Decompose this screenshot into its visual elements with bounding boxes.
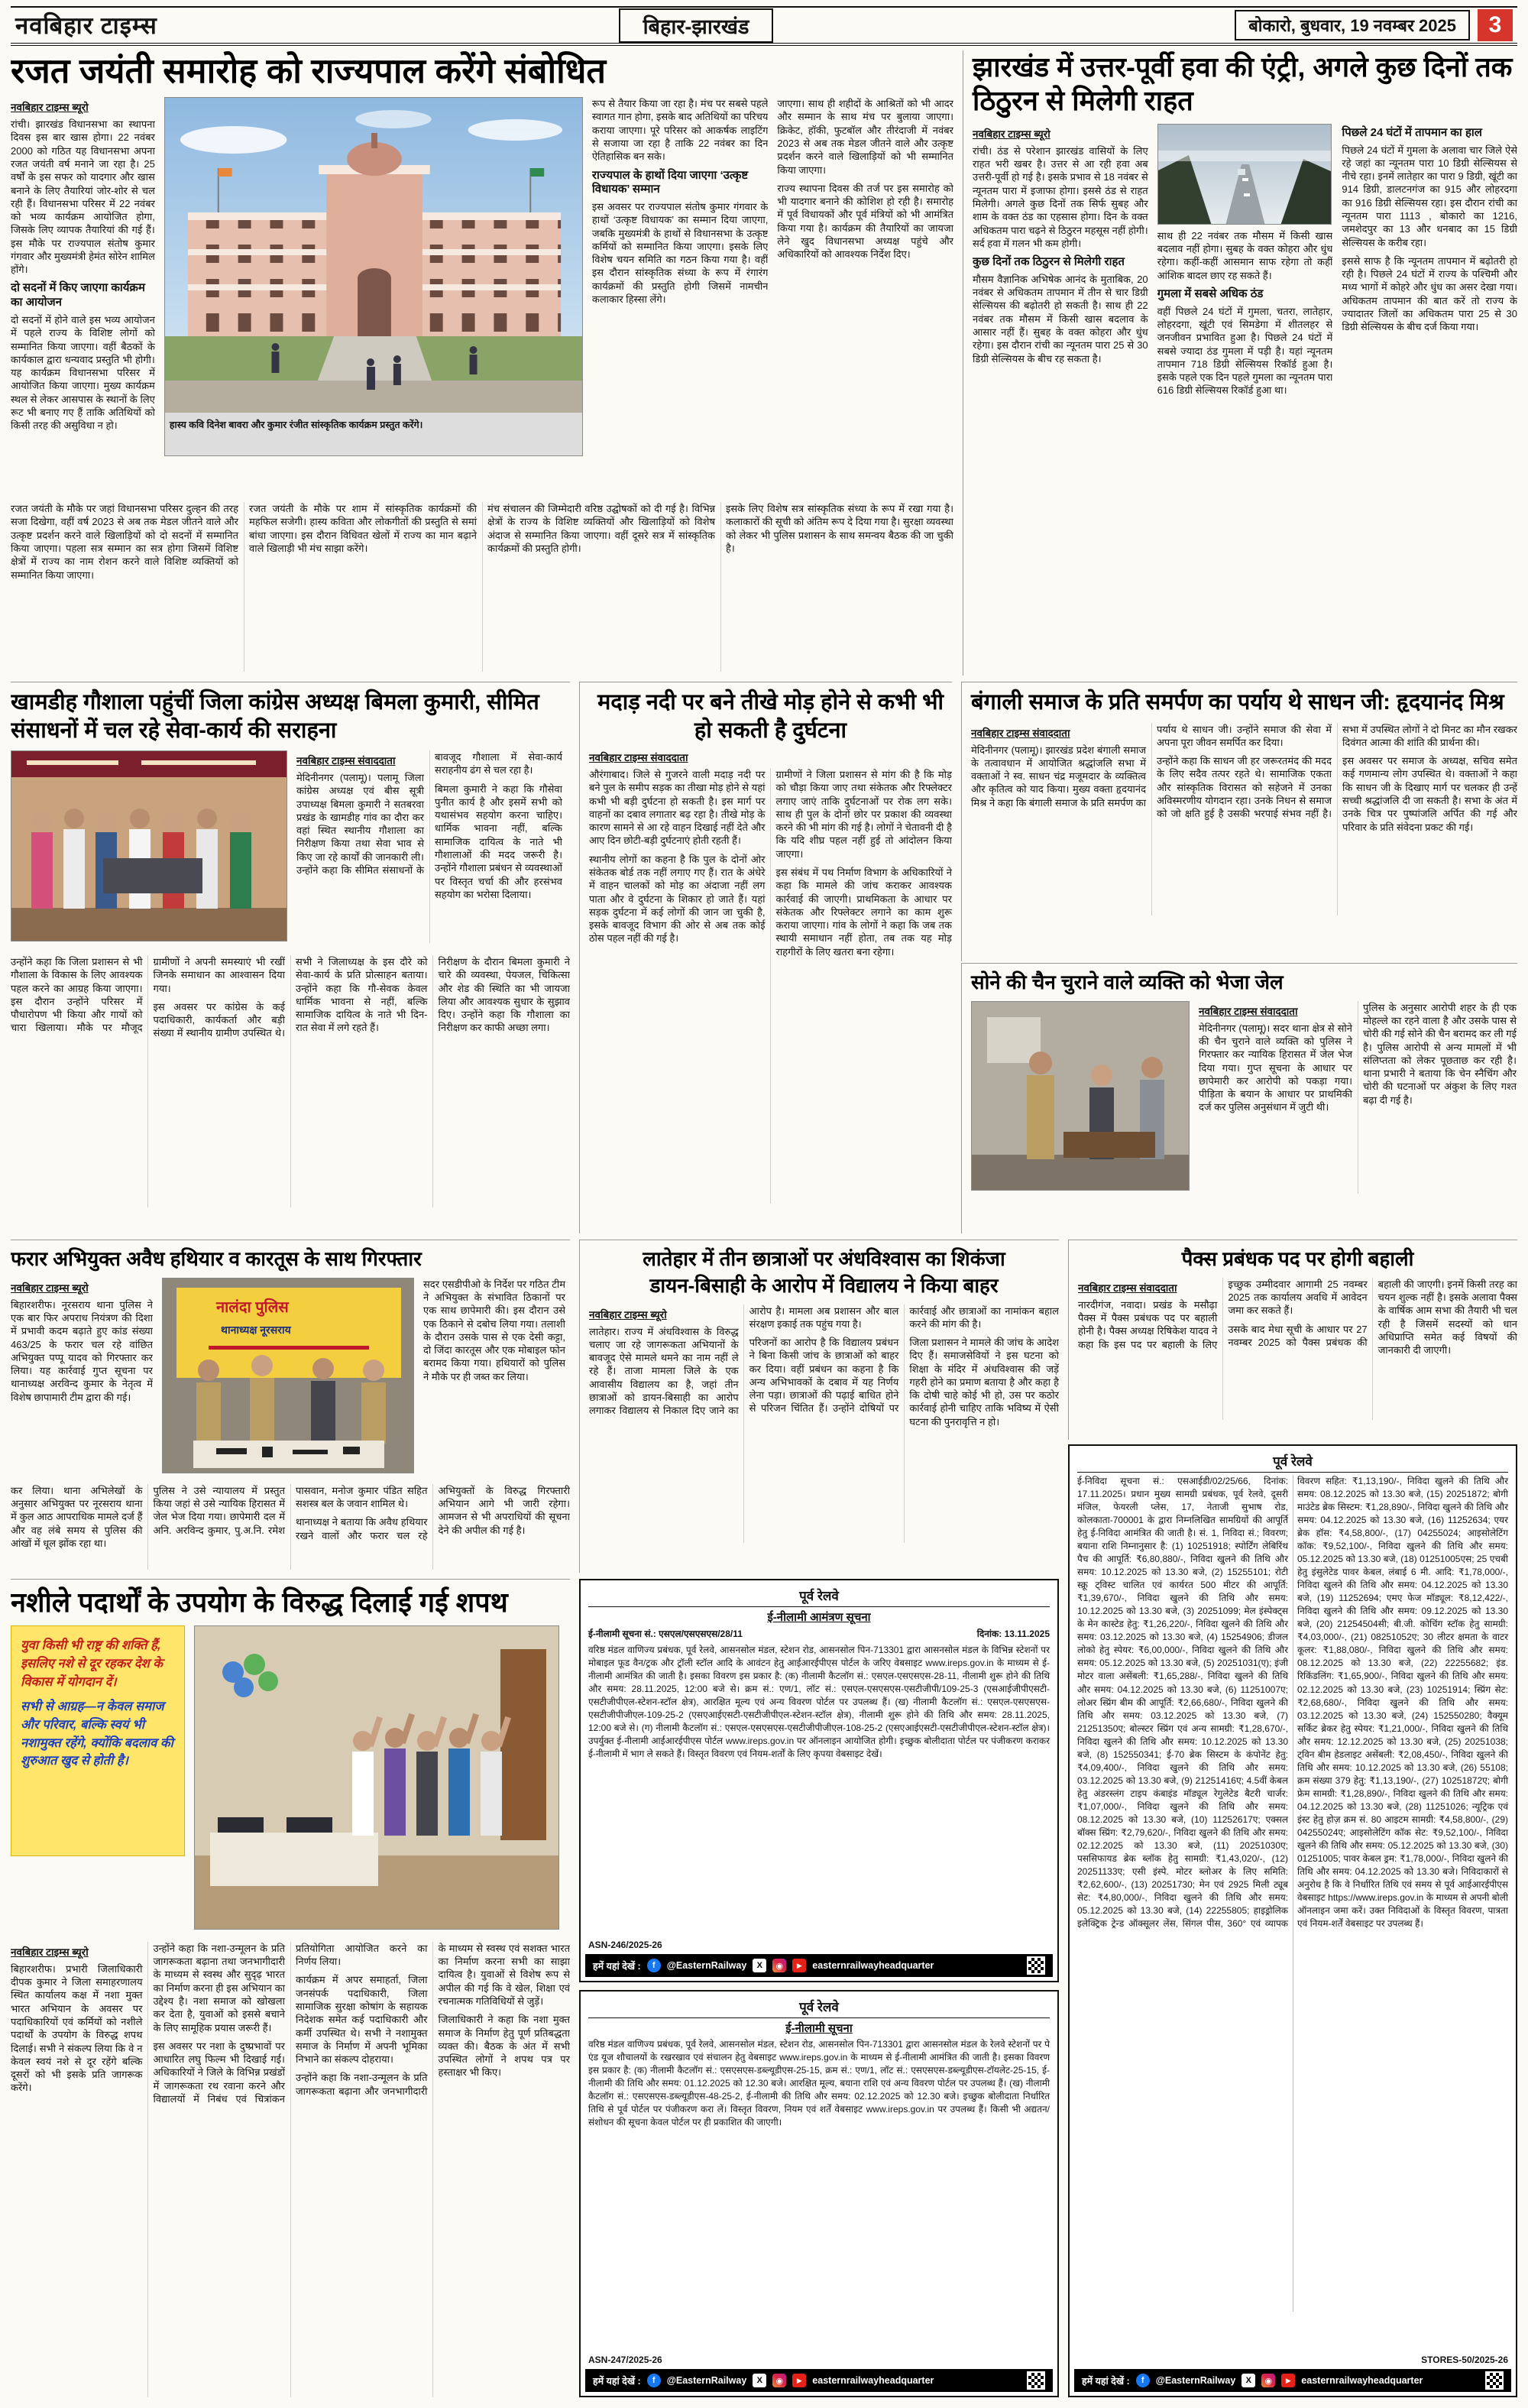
headline: झारखंड में उत्तर-पूर्वी हवा की एंट्री, अगले कुछ दिनों तक ठिठुरन से मिलेगी राहत: [973, 51, 1513, 116]
railway-social-footer: [1074, 2369, 1511, 2392]
paragraph: स्थानीय लोगों का कहना है कि पुल के दोनों ओर संकेतक बोर्ड तक नहीं लगाए गए हैं। रात के अंधेरे में वाहन चालकों को मोड़ का अंदाजा नहीं लग पाता और वे दुर्घटना के शिकार हो जाते हैं। यहां सड़क दुर्घटना में कई लोगों की जान जा चुकी है, इसके बावजूद विभाग की ओर से अब तक कोई ठोस पहल नहीं की गई है।: [589, 853, 766, 945]
notice-title: ई-नीलामी सूचना: [785, 2022, 853, 2035]
paragraph: रजत जयंती के मौके पर शाम में सांस्कृतिक कार्यक्रमों की महफिल सजेगी। हास्य कविता और लोकगीतों की प्रस्तुति से समां बांधा जाएगा। इस दौरान विधिवत खेलों में राज्य का मान बढ़ाने वाले खिलाड़ी भी मंच साझा करेंगे।: [249, 503, 477, 554]
paragraph: रूप से तैयार किया जा रहा है। मंच पर सबसे पहले स्वागत गान होगा, इसके बाद अतिथियों का परिचय कराया जाएगा। पूरे परिसर को आकर्षक लाइटिंग से सजाया जा रहा है ताकि 22 नवंबर का दिन ऐतिहासिक बन सके।: [591, 98, 769, 163]
paragraph: मेदिनीनगर (पलामू)। झारखंड प्रदेश बंगाली समाज के तत्वावधान में आयोजित श्रद्धांजलि सभा में वक्ताओं ने स्व. साधन चंद्र मजूमदार के व्यक्तित्व और कृतित्व को याद किया। मुख्य वक्ता हृदयानंद मिश्र ने कहा कि बंगाली समाज के प्रति समर्पण का पर्याय थे साधन जी। उन्होंने समाज की सेवा में अपना पूरा जीवन समर्पित कर दिया।: [971, 723, 1332, 809]
headline: सोने की चैन चुराने वाले व्यक्ति को भेजा जेल: [971, 971, 1284, 993]
paragraph: साथ ही 22 नवंबर तक मौसम में किसी खास बदलाव नहीं होगा। सुबह के वक्त कोहरा और धुंध रहेगा। कहीं-कहीं आसमान साफ रहेगा तो कहीं आंशिक बादल छाए रह सकते हैं।: [1157, 229, 1333, 281]
photo-congress-visit: [11, 750, 287, 941]
x-icon: X: [753, 2374, 766, 2387]
quote-blue: सभी से आग्रह—न केवल समाज और परिवार, बल्कि स्वयं भी नशामुक्त रहेंगे, क्योंकि बदलाव की शुरुआत खुद से होती है।: [21, 1699, 173, 1768]
paragraph: परिजनों का आरोप है कि विद्यालय प्रबंधन ने बिना किसी जांच के छात्राओं को बाहर कर दिया। वहीं प्रबंधन का कहना है कि अन्य अभिभावकों के दबाव में यह निर्णय लेना पड़ा। छात्राओं की पढ़ाई बाधित होने से परिजन चिंतित हैं। उन्होंने दोषियों पर कार्रवाई और छात्राओं का नामांकन बहाल करने की मांग की है।: [749, 1304, 1059, 1415]
paragraph: उन्होंने कहा कि नशा-उन्मूलन के प्रति जागरूकता बढ़ाना तथा जनभागीदारी के माध्यम से स्वस्थ और सुदृढ़ भारत का निर्माण करना ही इस अभियान का उद्देश्य है। नशा समाज को खोखला कर देता है, युवाओं को इससे बचाने के लिए सामूहिक प्रयास जरूरी हैं।: [153, 1942, 285, 2034]
paragraph: लातेहार। राज्य में अंधविश्वास के विरुद्ध चलाए जा रहे जागरूकता अभियानों के बावजूद ऐसे मामले थमने का नाम नहीं ले रहे हैं। ताजा मामला जिले के एक आवासीय विद्यालय का है, जहां तीन छात्राओं को डायन-बिसाही का आरोप लगाकर विद्यालय से निकाल दिए जाने का आरोप है। मामला अब प्रशासन और बाल संरक्षण इकाई तक पहुंच गया है।: [589, 1304, 899, 1417]
paragraph: रांची। झारखंड विधानसभा का स्थापना दिवस इस बार खास होगा। 22 नवंबर 2000 को गठित यह विधानसभा अपना रजत जयंती वर्ष मनाने जा रहा है। 25 वर्षों के इस सफर को यादगार और खास बनाने के लिए तैयारियां जोर-शोर से चल रही हैं। विधानसभा परिसर में 22 नवंबर को भव्य कार्यक्रम आयोजित होगा, जिसके लिए व्यापक तैयारियां की गई हैं। इस मौके पर राज्यपाल संतोष कुमार गंगवार और मुख्यमंत्री हेमंत सोरेन शामिल होंगे।: [11, 118, 155, 276]
photo-vidhan-sabha: [164, 97, 583, 456]
notice-body: वरिष्ठ मंडल वाणिज्य प्रबंधक, पूर्व रेलवे, आसनसोल मंडल, स्टेशन रोड, आसनसोल पिन-713301 द्वारा आसनसोल मंडल के विभिन्न स्टेशनों पर मोबाइल फूड वैन/ट्रक और ट्रॉली स्टॉल आदि के आवंटन हेतु आईआरईपीएस पोर्टल के जरिए वेबसाइट www.ireps.gov.in के माध्यम से ई-नीलामी आमंत्रित की जाती है। इसका विवरण इस प्रकार है: (क) नीलामी कैटलॉग सं.: एसएल-एसएसएस-28-11, नीलामी शुरू होने की तिथि और समय: 28.11.2025, 12:00 बजे से। क्रम सं.: एण/1, लॉट सं.: एसएल-एसएसएस-एसटीजीपी/109-25-3 (एसआईजीपीएसटी-एसटीजीपीएल-स्टेशन-स्टॉल क्षेत्र), आरक्षित मूल्य एवं अन्य विवरण पोर्टल पर उपलब्ध हैं। (ख) नीलामी कैटलॉग सं.: एसएल-एसएसएस-एसटीजीपीजीएल-109-25-2 (एसएआईएसटी-एसटीजीपीएल-स्टेशन-स्टॉल क्षेत्र), नीलामी शुरू होने की तिथि और समय: 28.11.2025, 12:00 बजे से। (ग) नीलामी कैटलॉग सं.: एसएल-एसएसएस-एसटीजीपीजीएल-108-25-2 (एसएआईएसटी-एसटीजीपीएल-स्टेशन-स्टॉल क्षेत्र)। उपर्युक्त ई-नीलामी आईआरईपीएस पोर्टल www.ireps.gov.in पर ऑनलाइन आयोजित होगी। इच्छुक बोलीदाता पोर्टल पर पंजीकरण कराकर ई-नीलामी में भाग ले सकते हैं। विस्तृत विवरण एवं नियम-शर्तों के लिए कृपया वेबसाइट देखें।: [588, 1645, 1050, 1760]
article-pacs: [1068, 1240, 1517, 1440]
paragraph: नारदीगंज, नवादा। प्रखंड के मसौढ़ा पैक्स में पैक्स प्रबंधक पद पर बहाली होनी है। पैक्स अध्यक्ष रिषिकेश यादव ने कहा कि इस पद पर बहाली के लिए इच्छुक उम्मीदवार आगामी 25 नवम्बर 2025 तक कार्यालय अवधि में आवेदन जमा कर सकते हैं।: [1078, 1278, 1368, 1350]
svg-text:थानाध्यक्ष नूरसराय: थानाध्यक्ष नूरसराय: [221, 1323, 291, 1336]
headline: नशीले पदार्थों के उपयोग के विरुद्ध दिलाई गई शपथ: [11, 1586, 508, 1618]
paragraph: ग्रामीणों ने जिला प्रशासन से मांग की है कि मोड़ को चौड़ा किया जाए तथा संकेतक और रिफ्लेक्टर लगाए जाएं ताकि दुर्घटनाओं पर रोक लग सके। साथ ही पुल के दोनों छोर पर प्रकाश की व्यवस्था करने की भी मांग की गई है। लोगों ने चेतावनी दी है कि यदि शीघ्र पहल नहीं हुई तो आंदोलन किया जाएगा।: [775, 769, 952, 860]
subheading: पिछले 24 घंटों में तापमान का हाल: [1342, 125, 1482, 139]
subheading: कुछ दिनों तक ठिठुरन से मिलेगी राहत: [973, 255, 1125, 269]
paragraph: जिला प्रशासन ने मामले की जांच के आदेश दिए हैं। समाजसेवियों ने इस घटना को शिक्षा के मंदिर में अंधविश्वास की जड़ें गहरी होने का प्रमाण बताया है और कहा है कि दोषी चाहे कोई भी हो, उस पर कठोर कार्रवाई होनी चाहिए ताकि भविष्य में ऐसी घटना की पुनरावृत्ति न हो।: [909, 1337, 1059, 1428]
edition-dateline: बोकारो, बुधवार, 19 नवम्बर 2025: [1235, 10, 1470, 41]
byline: नवबिहार टाइम्स ब्यूरो: [589, 1308, 667, 1321]
headline: रजत जयंती समारोह को राज्यपाल करेंगे संबोधित: [11, 51, 607, 90]
tender-body: ई-निविदा सूचना सं.: एसआईडी/02/25/66, दिनांक: 17.11.2025। प्रधान मुख्य सामग्री प्रबंधक, पूर्व रेलवे, दूसरी मंजिल, फेयरली प्लेस, 17, नेताजी सुभाष रोड, कोलकाता-700001 के द्वारा निम्नलिखित सामग्रियों की आपूर्ति हेतु ई-निविदा आमंत्रित की जाती है। सं. 1, निविदा सं.; विवरण; बयाना राशि निम्नानुसार है: (1) 10251918; स्पोर्टिंग लेबिरिंथ पैच की आपूर्ति: ₹6,80,880/-, निविदा खुलने की तिथि और समय: 10.12.2025 को 13.30 बजे, (2) 15255101; रोटी स्क्रू ट्विस्ट चालित एवं कार्यरत 500 मीटर की आपूर्ति: ₹1,39,670/-, निविदा खुलने की तिथि और समय: 10.12.2025 को 13.30 बजे, (3) 20251099; मेल इंस्पेक्ट्स के मेन कास्टेड हेतु: ₹1,26,220/-, निविदा खुलने की तिथि और समय: 03.12.2025 को 13.30 बजे, (4) 15254906; डीजल लोको हेतु स्पेयर: ₹6,00,000/-, निविदा खुलने की तिथि और समय: 05.12.2025 को 13.30 बजे, (5) 20251031(ए); इंजी मोटर वाला असेंबली: ₹1,65,288/-, निविदा खुलने की तिथि और समय: 04.12.2025 को 13.30 बजे, (6) 11251007ए; लोअर स्प्रिंग बीम की आपूर्ति: ₹2,66,680/-, निविदा खुलने की तिथि और समय: 03.12.2025 को 13.30 बजे, (7) 21251350ए; बोल्स्टर स्प्रिंग एवं अन्य सामग्री: ₹1,28,670/-, निविदा खुलने की तिथि और समय: 10.12.2025 को 13.30 बजे, (8) 152550341; ई-70 ब्रेक सिस्टम के कंपोनेंट हेतु: ₹4,09,400/-, निविदा खुलने की तिथि और समय: 03.12.2025 को 13.30 बजे, (9) 21251416ए; 4.5वीं केबल हेतु अंडरस्लंग टाइप कंबाइंड मॉड्यूल रेगुलेटेड बैटरी चार्जर: ₹1,07,000/-, निविदा खुलने की तिथि और समय: 08.12.2025 को 13.30 बजे, (10) 11252617ए; एक्सल बॉक्स स्प्रिंग: ₹2,79,620/-, निविदा खुलने की तिथि और समय: 02.12.2025 को 13.30 बजे, (11) 20251030ए; पससिफायड ब्रेक ब्लॉक हेतु सामग्री: ₹1,43,020/-, (12) 20251133ए; एसी इंस्पे. मोटर ब्लोअर के लिए समिति: ₹2,62,600/-, (13) 20251730; मेन एवं 2925 मिली ट्यूब सेट: ₹4,80,000/-, निविदा खुलने की तिथि और समय: 05.12.2025 को 13.30 बजे, (14) 22255805; हाइड्रोलिक इलेक्ट्रिक ट्रेन्ड ऑक्सूलर लेंस, सिंगल पीस, 360° एवं व्यापक विवरण सहित: ₹1,13,190/-, निविदा खुलने की तिथि और समय: 08.12.2025 को 13.30 बजे, (15) 20251872; बोगी माउंटेड ब्रेक सिस्टम: ₹1,28,890/-, निविदा खुलने की तिथि और समय: 04.12.2025 को 13.30 बजे, (16) 11252634; एयर ब्रेक हॉस: ₹4,58,800/-, (17) 04255024; आइसोलेटिंग कॉक: ₹9,52,100/-, निविदा खुलने की तिथि और समय: 05.12.2025 को 13.30 बजे, (18) 01251005एस; 25 एचबी हेतु इंसुलेटेड पावर केबल, लंबाई 6 मी. आदि: ₹1,78,000/-, निविदा खुलने की तिथि और समय: 04.12.2025 को 13.30 बजे, (19) 11252694; एमए फेज मॉड्यूल: ₹8,12,422/-, निविदा खुलने की तिथि और समय: 09.12.2025 को 13.30 बजे, (20) 21254504सी; बी.जी. कोचिंग स्टॉक हेतु सामग्री: ₹4,03,000/-, (21) 08251052ए; 30 लीटर क्षमता के वाटर कूलर: ₹1,88,080/-, निविदा खुलने की तिथि और समय: 08.12.2025 को 13.30 बजे, (22) 22255682; इंड. रिकिंडलिंग: ₹1,65,900/-, निविदा खुलने की तिथि और समय: 02.12.2025 को 13.30 बजे, (23) 10251914; स्प्रिंग सेट: ₹2,68,680/-, निविदा खुलने की तिथि और समय: 03.12.2025 को 13.30 बजे, (24) 152550280; वैक्यूम सर्किट ब्रेकर हेतु स्पेयर: ₹1,21,000/-, निविदा खुलने की तिथि और समय: 12.12.2025 को 13.30 बजे, (25) 20251038; ट्विन बीम हेडलाइट असेंबली: ₹2,08,450/-, निविदा खुलने की तिथि और समय: 10.12.2025 को 13.30 बजे, (26) 55108; क्रम संख्या 379 हेतु: ₹1,13,190/-, (27) 10251872ए; बोगी फ्रेम सामग्री: ₹1,28,890/-, निविदा खुलने की तिथि और समय: 04.12.2025 को 13.30 बजे, (28) 11251026; न्यूट्रिक एवं इंस्ट हेतु होज़ क्रम सं. 80 आइटम सामग्री: ₹4,58,800/-, (29) 04255024ए; आइसोलेटिंग कॉक सेट: ₹9,52,100/-, निविदा खुलने की तिथि और समय: 05.12.2025 को 13.30 बजे, (30) 01251005; पावर केबल ड्रम: ₹1,78,000/-, निविदा खुलने की तिथि और समय: 04.12.2025 को 13.30 बजे। निविदाकारों से अनुरोध है कि वे निर्धारित तिथि एवं समय से पूर्व आईआरईपीएस वेबसाइट https://www.ireps.gov.in के माध्यम से अपनी बोली ऑनलाइन जमा करें। उक्त निविदाओं के विस्तृत विवरण, पात्रता एवं नियम-शर्तें वेबसाइट पर उपलब्ध हैं।: [1077, 1476, 1508, 1930]
byline: नवबिहार टाइम्स ब्यूरो: [11, 1946, 89, 1958]
railway-org: पूर्व रेलवे: [588, 1586, 1050, 1607]
instagram-handle: easternrailwayheadquarter: [812, 2375, 934, 2386]
youtube-icon: ▶: [792, 1959, 806, 1972]
photo-seized-weapons: [162, 1278, 414, 1473]
byline: नवबिहार टाइम्स संवाददाता: [296, 755, 396, 767]
headline: बंगाली समाज के प्रति समर्पण का पर्याय थे साधन जी: हृदयानंद मिश्र: [971, 690, 1504, 715]
paragraph: औरंगाबाद। जिले से गुजरने वाली मदाड़ नदी पर बने पुल के समीप सड़क का तीखा मोड़ होने से यहां कभी भी बड़ी दुर्घटना हो सकती है। इस मार्ग पर वाहनों का दबाव लगातार बढ़ रहा है। तीखे मोड़ के कारण सामने से आ रहे वाहन दिखाई नहीं देते और आए दिन छोटी-बड़ी दुर्घटनाएं होती रहती हैं।: [589, 769, 766, 847]
paragraph: उन्होंने कहा कि साधन जी हर जरूरतमंद की मदद के लिए सदैव तत्पर रहते थे। सामाजिक एकता और सांस्कृतिक विरासत को सहेजने में उनका अविस्मरणीय योगदान रहा। उनके निधन से समाज को जो क्षति हुई है उसकी भरपाई संभव नहीं है। सभा में उपस्थित लोगों ने दो मिनट का मौन रखकर दिवंगत आत्मा की शांति की प्रार्थना की।: [1157, 723, 1517, 820]
railway-social-footer: [585, 1954, 1053, 1977]
article-body: [1078, 1278, 1517, 1420]
railway-auction-notice-1: [579, 1579, 1059, 1982]
article-jubilee: [11, 50, 953, 676]
railway-social-footer: [585, 2369, 1053, 2392]
paragraph: उन्होंने कहा कि नशा-उन्मूलन के प्रति जागरूकता बढ़ाना और जनभागीदारी के माध्यम से स्वस्थ एवं सशक्त भारत का निर्माण करना सभी का साझा दायित्व है। युवाओं से विशेष रूप से अपील की गई कि वे खेल, शिक्षा एवं रचनात्मक गतिविधियों से जुड़ें।: [296, 1942, 570, 2097]
twitter-handle: @EasternRailway: [666, 1960, 747, 1971]
paragraph: निरीक्षण के दौरान बिमला कुमारी ने चारे की व्यवस्था, पेयजल, चिकित्सा और शेड की स्थिति का भी जायजा लिया और आवश्यक सुधार के सुझाव दिए। उन्होंने कहा कि गौशाला का निरीक्षण कर काफी अच्छा लगा।: [438, 956, 570, 1034]
pull-quote-box: [11, 1625, 185, 1856]
photo-oath-ceremony: [194, 1625, 559, 1930]
kicker: लातेहार में तीन छात्राओं पर अंधविश्वास का शिकंजा: [643, 1247, 1005, 1270]
instagram-icon: ◉: [1261, 2374, 1275, 2387]
paragraph: इस संबंध में पथ निर्माण विभाग के अधिकारियों ने कहा कि मामले की जांच कराकर आवश्यक कार्रवाई की जाएगी। प्राथमिकता के आधार पर संकेतक और रिफ्लेक्टर लगाने का काम शुरू कराया जाएगा। गांव के लोगों ने कहा कि जब तक स्थायी समाधान नहीं होता, तब तक यह मोड़ राहगीरों के लिए खतरा बना रहेगा।: [775, 867, 952, 958]
article-madar-river: [579, 682, 952, 1233]
page-number: 3: [1478, 9, 1513, 41]
twitter-handle: @EasternRailway: [666, 2375, 747, 2386]
paragraph: इस अवसर पर कांग्रेस के कई पदाधिकारी, कार्यकर्ता और बड़ी संख्या में स्थानीय ग्रामीण उपस्थित थे। सभी ने जिलाध्यक्ष के इस दौरे को सेवा-कार्य के प्रति प्रोत्साहन बताया। उन्होंने कहा कि गौ-सेवक केवल धार्मिक भावना से नहीं, बल्कि सामाजिक दायित्व के नाते भी दिन-रात सेवा में लगे रहते हैं।: [153, 956, 428, 1039]
railway-tender-notice: [1068, 1444, 1517, 2397]
paper-name: नवबिहार टाइम्स: [15, 12, 157, 39]
paragraph: रजत जयंती के मौके पर जहां विधानसभा परिसर दुल्हन की तरह सजा दिखेगा, वहीं वर्ष 2023 से अब तक मेडल जीतने वाले और उत्कृष्ट प्रदर्शन करने वाले खिलाड़ियों को दो सदनों में सम्मानित किया जाएगा। पहला सत्र सम्मान का सत्र होगा जिसमें विशिष्ट क्षेत्रों में राज्य का नाम रोशन करने वाले विशिष्ट व्यक्तियों को सम्मानित किया जाएगा।: [11, 503, 238, 581]
x-icon: X: [1242, 2374, 1255, 2387]
article-bengali-samaj: [961, 682, 1517, 961]
subheading: दो सदनों में किए जाएगा कार्यक्रम का आयोजन: [11, 281, 145, 310]
x-icon: X: [753, 1959, 766, 1972]
footer-label: हमें यहां देखें :: [1082, 2375, 1130, 2387]
paragraph: रांची। ठंड से परेशान झारखंड वासियों के लिए राहत भरी खबर है। उत्तर से आ रही हवा अब उत्तरी-पूर्वी हो गई है। इसके प्रभाव से 18 नवंबर से न्यूनतम पारा में इजाफा होगा। इससे ठंड से राहत मिलेगी। अगले कुछ दिनों तक सिर्फ सुबह और शाम के वक्त ठंड का एहसास होगा। दिन के वक्त अधिकतम पारा चढ़ने से ठिठुरन महसूस नहीं होगी। सर्द हवा में गलन भी कम होगी।: [973, 144, 1148, 249]
paragraph: जिलाधिकारी ने कहा कि नशा मुक्त समाज के निर्माण हेतु पूर्ण प्रतिबद्धता व्यक्त की। बैठक के अंत में सभी उपस्थित लोगों ने शपथ पत्र पर हस्ताक्षर भी किए।: [438, 2014, 570, 2079]
byline: नवबिहार टाइम्स ब्यूरो: [11, 102, 89, 114]
paragraph: राज्य स्थापना दिवस की तर्ज पर इस समारोह को भी यादगार बनाने की कोशिश हो रही है। समारोह में पूर्व विधायकों और पूर्व मंत्रियों को भी आमंत्रित किया गया है। कार्यक्रम की तैयारियों का जायजा लेने खुद विधानसभा अध्यक्ष पहुंचे और अधिकारियों को आवश्यक निर्देश दिए।: [777, 182, 953, 261]
paragraph: इससे साफ है कि न्यूनतम तापमान में बढ़ोतरी हो रही है। पिछले 24 घंटों में राज्य के पश्चिमी और मध्य भागों में कोहरे और धुंध का असर देखा गया। अधिकतम तापमान की बात करें तो राज्य के ज्यादातर जिलों का अधिकतम पारा 25 से 30 डिग्री सेल्सियस के बीच दर्ज किया गया।: [1342, 254, 1517, 333]
article-gaushala: [11, 682, 570, 1233]
article-body: [589, 1304, 1059, 1543]
article-weapons-arrest: [11, 1240, 570, 1573]
notice-title: ई-नीलामी आमंत्रण सूचना: [767, 1611, 871, 1624]
youtube-icon: ▶: [792, 2374, 806, 2387]
headline: फरार अभियुक्त अवैध हथियार व कारतूस के साथ गिरफ्तार: [11, 1247, 422, 1270]
notice-date: दिनांक: 13.11.2025: [976, 1629, 1050, 1639]
paragraph: मेदिनीनगर (पलामू)। पलामू जिला कांग्रेस अध्यक्ष एवं बीस सूत्री उपाध्यक्ष बिमला कुमारी ने सतबरवा प्रखंड के खामडीह गांव का दौरा कर वहां स्थित स्थानीय गौशाला का निरीक्षण किया तथा सेवा भाव से किए जा रहे कार्यों की जानकारी ली। उन्होंने कहा कि सीमित संसाधनों के बावजूद गौशाला में सेवा-कार्य सराहनीय ढंग से चल रहा है।: [296, 751, 562, 877]
qr-code: [1485, 2371, 1504, 2390]
photo-caption: हास्य कवि दिनेश बावरा और कुमार रंजीत सांस्कृतिक कार्यक्रम प्रस्तुत करेंगे।: [169, 420, 423, 431]
paragraph: बिहारशरीफ। प्रभारी जिलाधिकारी दीपक कुमार ने जिला समाहरणालय स्थित कार्यालय कक्ष में नशा मुक्त भारत अभियान के अवसर पर पदाधिकारियों एवं कर्मियों को नशीले पदार्थों के उपयोग के विरुद्ध शपथ दिलाई। सभी ने संकल्प लिया कि वे न केवल स्वयं नशे से दूर रहेंगे बल्कि दूसरों को भी इसके प्रति जागरूक करेंगे।: [11, 1962, 143, 2094]
paragraph: कर लिया। थाना अभिलेखों के अनुसार अभियुक्त पर नूरसराय थाना में कुल आठ आपराधिक मामले दर्ज हैं और वह लंबे समय से पुलिस की आंखों में धूल झोंक रहा था।: [11, 1484, 143, 1549]
article-weather: [963, 50, 1517, 676]
headline: खामडीह गौशाला पहुंचीं जिला कांग्रेस अध्यक्ष बिमला कुमारी, सीमित संसाधनों में चल रहे सेवा-कार्य की सराहना: [11, 690, 539, 743]
article-continuation: [11, 955, 570, 1207]
paragraph: इस अवसर पर नशा के दुष्प्रभावों पर आधारित लघु फिल्म भी दिखाई गई। अधिकारियों ने जिले के विभिन्न प्रखंडों में जागरूकता रथ रवाना करने और विद्यालयों में निबंध एवं चित्रांकन प्रतियोगिता आयोजित करने का निर्णय लिया।: [153, 1942, 428, 2105]
twitter-handle: @EasternRailway: [1155, 2375, 1236, 2386]
railway-org: पूर्व रेलवे: [1077, 1452, 1508, 1473]
article-body: [971, 723, 1517, 916]
paragraph: वहीं पिछले 24 घंटों में गुमला, चतरा, लातेहार, लोहरदगा, खूंटी एवं सिमडेगा में शीतलहर से जनजीवन प्रभावित हुआ है। पिछले 24 घंटों में सबसे ज्यादा ठंड गुमला में पड़ी है। यहां न्यूनतम तापमान 718 डिग्री सेल्सियस रिकॉर्ड हुआ है। इसके पहले एक दिन पहले गुमला का न्यूनतम पारा 616 डिग्री सेल्सियस रिकॉर्ड हुआ था।: [1157, 305, 1333, 397]
paragraph: मौसम वैज्ञानिक अभिषेक आनंद के मुताबिक, 20 नवंबर से अधिकतम तापमान में तीन से चार डिग्री सेल्सियस की बढ़ोतरी हो सकती है। साथ ही 22 नवंबर तक मौसम में किसी खास बदलाव के आसार नहीं हैं। सुबह के वक्त कोहरा और धुंध रहेगा। इस दौरान रांची का न्यूनतम पारा 25 से 30 डिग्री सेल्सियस के बीच रह सकता है।: [973, 273, 1148, 365]
tender-ref: STORES-50/2025-26: [1421, 2355, 1508, 2365]
paragraph: बिमला कुमारी ने कहा कि गौसेवा पुनीत कार्य है और इसमें सभी को यथासंभव सहयोग करना चाहिए। धार्मिक भावना नहीं, बल्कि सामाजिक दायित्व के नाते भी गौशालाओं की मदद जरूरी है। उन्होंने गौशाला प्रबंधन से व्यवस्थाओं पर विस्तृत चर्चा की और हरसंभव सहयोग का भरोसा दिलाया।: [435, 783, 562, 900]
byline: नवबिहार टाइम्स संवाददाता: [971, 727, 1070, 739]
paragraph: पुलिस ने उसे न्यायालय में प्रस्तुत किया जहां से उसे न्यायिक हिरासत में जेल भेज दिया गया। छापेमारी दल में अनि. अरविन्द कुमार, पु.अ.नि. रमेश पासवान, मनोज कुमार पंडित सहित सशस्त्र बल के जवान शामिल थे।: [153, 1484, 428, 1536]
article-continuation: [11, 1484, 570, 1570]
paragraph: उन्होंने कहा कि जिला प्रशासन से भी गौशाला के विकास के लिए आवश्यक पहल करने का आग्रह किया जाएगा। इस दौरान उन्होंने परिसर में पौधारोपण भी किया और गायों को चारा खिलाया। मौके पर मौजूद ग्रामीणों ने अपनी समस्याएं भी रखीं जिनके समाधान का आश्वासन दिया गया।: [11, 956, 285, 1034]
facebook-icon: f: [1136, 2374, 1150, 2387]
paragraph: इस अवसर पर समाज के अध्यक्ष, सचिव समेत कई गणमान्य लोग उपस्थित थे। वक्ताओं ने कहा कि साधन जी के दिखाए मार्ग पर चलकर ही उन्हें सच्ची श्रद्धांजलि दी जा सकती है। सभा के अंत में उनके चित्र पर पुष्पांजलि अर्पित की गई और परिवार के प्रति संवेदना प्रकट की गई।: [1342, 755, 1517, 833]
headline: पैक्स प्रबंधक पद पर होगी बहाली: [1181, 1247, 1414, 1270]
youtube-icon: ▶: [1281, 2374, 1295, 2387]
instagram-handle: easternrailwayheadquarter: [1301, 2375, 1423, 2386]
paragraph: इस अवसर पर राज्यपाल संतोष कुमार गंगवार के हाथों ‘उत्कृष्ट विधायक’ का सम्मान दिया जाएगा, जबकि मुख्यमंत्री के हाथों से विधानसभा के उत्कृष्ट कर्मियों को सम्मानित किया जाएगा। इसके लिए विशेष चयन समिति का गठन किया गया है। वहीं इस दौरान सांस्कृतिक संध्या के रूप में रंगारंग कार्यक्रमों की प्रस्तुति होगी जिसमें नामचीन कलाकार हिस्सा लेंगे।: [591, 201, 769, 305]
byline: नवबिहार टाइम्स संवाददाता: [1199, 1005, 1298, 1017]
paragraph: सदर एसडीपीओ के निर्देश पर गठित टीम ने अभियुक्त के संभावित ठिकानों पर एक साथ छापेमारी की। इस दौरान उसे एक ठिकाने से दबोच लिया गया। तलाशी के दौरान उसके पास से एक देसी कट्टा, दो जिंदा कारतूस और एक मोबाइल फोन बरामद किया गया। हथियारों को पुलिस ने मौके पर ही जब्त कर लिया।: [423, 1278, 565, 1382]
instagram-icon: ◉: [772, 1959, 786, 1972]
notice-ref: ASN-247/2025-26: [588, 2355, 662, 2365]
notice-body: वरिष्ठ मंडल वाणिज्य प्रबंधक, पूर्व रेलवे, आसनसोल मंडल, स्टेशन रोड, आसनसोल पिन-713301 द्वारा आसनसोल मंडल के रेलवे स्टेशनों पर पे एंड यूज शौचालयों के रखरखाव एवं संचालन हेतु वेबसाइट www.ireps.gov.in के माध्यम से ई-नीलामी आमंत्रित की जाती है। इसका विवरण इस प्रकार है: (क) नीलामी कैटलॉग सं.: एसएसएस-डब्ल्यूडीएस-25-15, क्रम सं.: एण/1, लॉट सं.: एसएसएस-डब्ल्यूडीएस-टॉयलेट-25-15, ई-नीलामी की तिथि और समय: 01.12.2025 को 12.30 बजे। आरक्षित मूल्य, बयाना राशि एवं अन्य विवरण पोर्टल पर उपलब्ध हैं। (ख) नीलामी कैटलॉग सं.: एसएसएस-डब्ल्यूडीएस-48-25-2, ई-नीलामी की तिथि और समय: 02.12.2025 को 12.30 बजे। इच्छुक बोलीदाता निर्धारित तिथि से पूर्व पोर्टल पर पंजीकरण करा लें। विस्तृत विवरण, नियम एवं शर्तें वेबसाइट www.ireps.gov.in पर उपलब्ध हैं। किसी भी अद्यतन/संशोधन की सूचना केवल पोर्टल पर ही प्रकाशित की जाएगी।: [588, 2039, 1050, 2128]
paragraph: थानाध्यक्ष ने बताया कि अवैध हथियार रखने वालों और फरार चल रहे अभियुक्तों के विरुद्ध गिरफ्तारी अभियान आगे भी जारी रहेगा। आमजन से भी अपराधियों की सूचना देने की अपील की गई है।: [296, 1484, 570, 1541]
paragraph: पिछले 24 घंटों में गुमला के अलावा चार जिले ऐसे रहे जहां का न्यूनतम पारा 10 डिग्री सेल्सियस से नीचे रहा। इनमें लातेहार का पारा 9 डिग्री, खूंटी का 914 डिग्री, डालटनगंज का 915 और लोहरदगा का 916 डिग्री सेल्सियस रहा। इस दौरान रांची का न्यूनतम पारा 1113 , बोकारो का 1216, जमशेदपुर का 13 और धनबाद का 15 डिग्री सेल्सियस के करीब रहा।: [1342, 144, 1517, 248]
paragraph: मेदिनीनगर (पलामू)। सदर थाना क्षेत्र से सोने की चैन चुराने वाले व्यक्ति को पुलिस ने गिरफ्तार कर न्यायिक हिरासत में जेल भेज दिया गया। गुप्त सूचना के आधार पर छापेमारी कर आरोपी को पकड़ा गया। पीड़िता के बयान के आधार पर प्राथमिकी दर्ज कर पुलिस अनुसंधान में जुटी थी।: [1199, 1022, 1352, 1113]
instagram-handle: easternrailwayheadquarter: [812, 1960, 934, 1971]
notice-number: ई-नीलामी सूचना सं.: एसएल/एसएसएस/28/11: [588, 1629, 743, 1639]
footer-label: हमें यहां देखें :: [593, 2375, 641, 2387]
quote-red: युवा किसी भी राष्ट्र की शक्ति हैं, इसलिए नशे से दूर रहकर देश के विकास में योगदान दें।: [21, 1638, 163, 1689]
byline: नवबिहार टाइम्स संवाददाता: [1078, 1282, 1177, 1294]
railway-org: पूर्व रेलवे: [588, 1998, 1050, 2018]
article-body: [589, 768, 952, 1204]
subheading: राज्यपाल के हाथों दिया जाएगा ‘उत्कृष्ट विधायक’ सम्मान: [591, 168, 749, 196]
paragraph: दो सदनों में होने वाले इस भव्य आयोजन में पहले राज्य के विशिष्ट लोगों को सम्मानित किया जाएगा। वहीं बैठकों के कार्यकाल द्वारा धन्यवाद प्रस्तुति भी होगी। यह कार्यक्रम विधानसभा परिसर में आयोजित किया जाएगा। मुख्य कार्यक्रम स्थल से लेकर आसपास के स्थानों के लिए रूट भी बनाए गए हैं ताकि अतिथियों को किसी तरह की असुविधा न हो।: [11, 313, 155, 432]
headline: डायन-बिसाही के आरोप में विद्यालय ने किया बाहर: [649, 1273, 999, 1297]
notice-ref: ASN-246/2025-26: [588, 1940, 662, 1950]
subheading: गुमला में सबसे अधिक ठंड: [1157, 287, 1264, 300]
masthead: [11, 6, 1517, 46]
qr-code: [1027, 2371, 1045, 2390]
paragraph: इसके लिए विशेष सत्र सांस्कृतिक संध्या के रूप में रखा गया है। कलाकारों की सूची को अंतिम रूप दे दिया गया है। सुरक्षा व्यवस्था को लेकर भी पुलिस प्रशासन के साथ समन्वय बैठक की जा चुकी है।: [726, 503, 953, 554]
byline: नवबिहार टाइम्स ब्यूरो: [973, 128, 1050, 140]
paragraph: बिहारशरीफ। नूरसराय थाना पुलिस ने एक बार फिर अपराध नियंत्रण की दिशा में प्रभावी कदम बढ़ाते हुए कांड संख्या 463/25 के फरार चल रहे वांछित अभियुक्त पप्पू यादव को गिरफ्तार कर लिया। यह कार्रवाई गुप्त सूचना पर थानाध्यक्ष अरविन्द कुमार के नेतृत्व में विशेष छापामारी टीम द्वारा की गई।: [11, 1298, 153, 1403]
byline: नवबिहार टाइम्स ब्यूरो: [11, 1282, 89, 1294]
paragraph: पुलिस के अनुसार आरोपी शहर के ही एक मोहल्ले का रहने वाला है और उसके पास से चोरी की गई सोने की चैन बरामद कर ली गई है। पुलिस आरोपी से अन्य मामलों में भी संलिप्तता को लेकर पूछताछ कर रही है। थाना प्रभारी ने बताया कि चेन स्नैचिंग और चोरी की घटनाओं पर अंकुश के लिए गश्त बढ़ा दी गई है।: [1363, 1001, 1517, 1106]
byline: नवबिहार टाइम्स संवाददाता: [589, 752, 688, 764]
footer-label: हमें यहां देखें :: [593, 1960, 641, 1972]
section-title: बिहार-झारखंड: [619, 8, 774, 43]
paragraph: कार्यक्रम में अपर समाहर्ता, जिला जनसंपर्क पदाधिकारी, जिला सामाजिक सुरक्षा कोषांग के सहायक निदेशक समेत कई पदाधिकारी और कर्मी उपस्थित थे। सभी ने नशामुक्त समाज के निर्माण में अपनी भूमिका निभाने का संकल्प दोहराया।: [296, 1974, 428, 2066]
railway-auction-notice-2: [579, 1990, 1059, 2397]
svg-text:नालंदा पुलिस: नालंदा पुलिस: [216, 1298, 289, 1316]
qr-code: [1027, 1956, 1045, 1975]
photo-arrest: [971, 1001, 1190, 1191]
facebook-icon: f: [647, 2374, 661, 2387]
article-oath: [11, 1579, 570, 2397]
photo-foggy-road: [1157, 124, 1332, 225]
instagram-icon: ◉: [772, 2374, 786, 2387]
paragraph: उसके बाद मेधा सूची के आधार पर 27 नवम्बर 2025 को पैक्स प्रबंधक की बहाली की जाएगी। इनमें किसी तरह का चयन शुल्क नहीं है। इसके अलावा पैक्स के वार्षिक आम सभा की तैयारी भी चल रही है जिसमें सदस्यों को धान अधिप्राप्ति समेत कई विषयों की जानकारी दी जाएगी।: [1228, 1278, 1517, 1356]
facebook-icon: f: [647, 1959, 661, 1972]
paragraph: मंच संचालन की जिम्मेदारी वरिष्ठ उद्घोषकों को दी गई है। विभिन्न क्षेत्रों के राज्य के विशिष्ट व्यक्तियों और खिलाड़ियों को विशेष अंदाज से सम्मानित किया जाएगा। वहीं दूसरे सत्र में सांस्कृतिक कार्यक्रमों की प्रस्तुति होगी।: [487, 503, 715, 554]
paragraph: जाएगा। साथ ही शहीदों के आश्रितों को भी आदर और सम्मान के साथ मंच पर बुलाया जाएगा। क्रिकेट, हॉकी, फुटबॉल और तीरंदाजी में नवंबर 2023 से अब तक मेडल जीतने वाले और उत्कृष्ट प्रदर्शन करने वाले खिलाड़ियों को भी सम्मानित किया जाएगा।: [777, 98, 953, 176]
headline: मदाड़ नदी पर बने तीखे मोड़ होने से कभी भी हो सकती है दुर्घटना: [597, 690, 944, 743]
article-body: [11, 1942, 570, 2397]
article-continuation: [11, 502, 953, 672]
article-gold-chain: [961, 963, 1517, 1233]
article-latehar: [579, 1240, 1059, 1573]
